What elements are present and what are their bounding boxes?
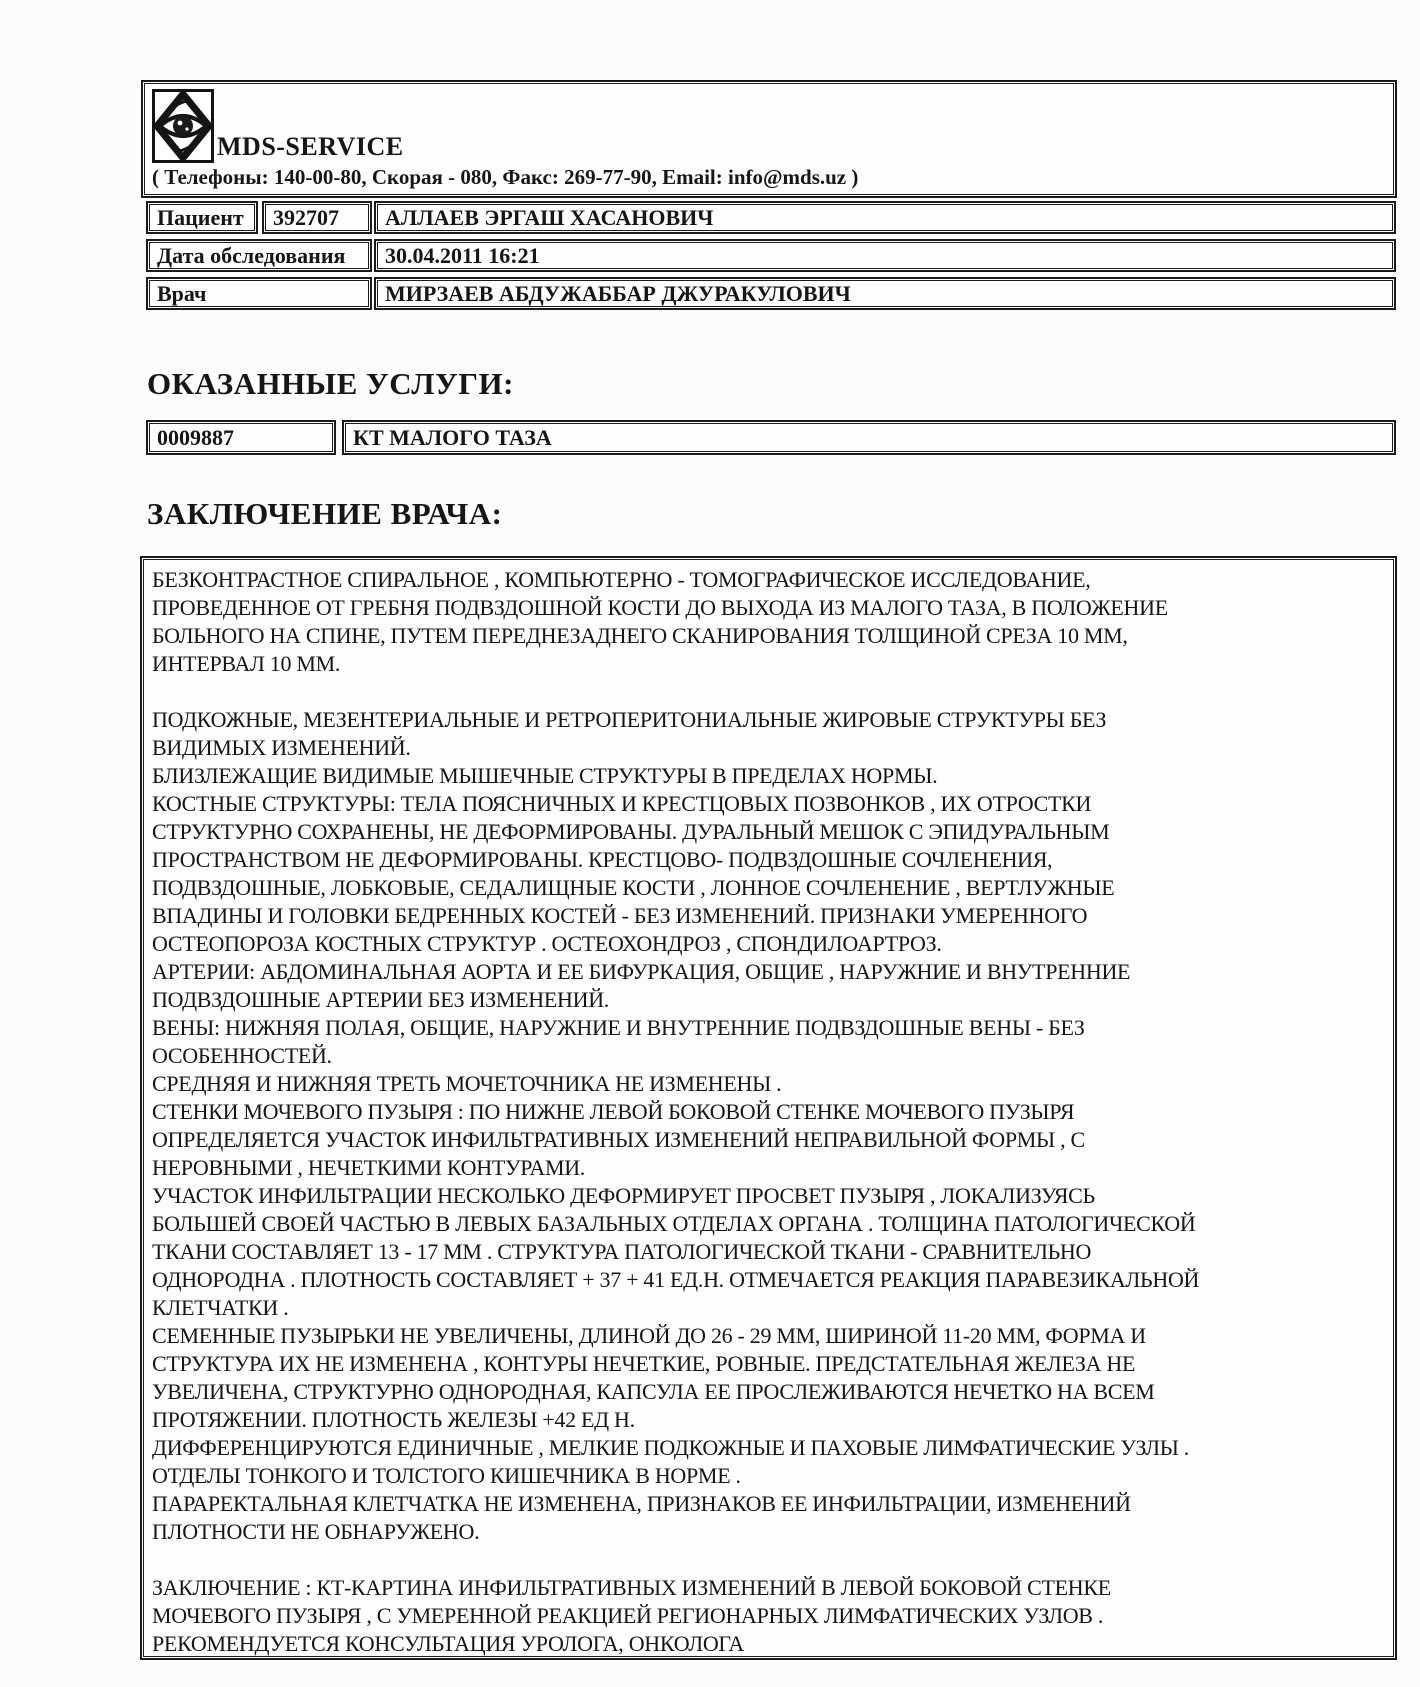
clinic-contact-line: ( Телефоны: 140-00-80, Скорая - 080, Факс: 269-77-90, Email: info@mds.uz ) (152, 165, 859, 189)
patient-id-cell: 392707 (262, 201, 372, 234)
doctor-name-cell: МИРЗАЕВ АБДУЖАББАР ДЖУРАКУЛОВИЧ (374, 277, 1396, 310)
conclusion-box (140, 556, 1397, 1660)
doctor-label-cell: Врач (146, 277, 372, 310)
services-heading: ОКАЗАННЫЕ УСЛУГИ: (147, 366, 514, 401)
service-name-cell: КТ МАЛОГО ТАЗА (342, 420, 1396, 455)
clinic-name: MDS-SERVICE (217, 132, 404, 161)
service-code-cell: 0009887 (146, 420, 336, 455)
patient-label-cell: Пациент (146, 201, 258, 234)
exam-date-label-cell: Дата обследования (146, 239, 372, 272)
exam-date-value-cell: 30.04.2011 16:21 (374, 239, 1396, 272)
conclusion-text: БЕЗКОНТРАСТНОЕ СПИРАЛЬНОЕ , КОМПЬЮТЕРНО - ТОМОГРАФИЧЕСКОЕ ИССЛЕДОВАНИЕ, ПРОВЕДЕННОЕ ОТ ГРЕБНЯ ПОДВЗДОШНОЙ КОСТИ ДО ВЫХОДА ИЗ МАЛОГО ТАЗА, В ПОЛОЖЕНИЕ БОЛЬНОГО НА СПИНЕ, ПУТЕМ ПЕРЕДНЕЗАДНЕГО СКАНИРОВАНИЯ ТОЛЩИНОЙ СРЕЗА 10 ММ, ИНТЕРВАЛ 10 ММ. ПОДКОЖНЫЕ, МЕЗЕНТЕРИАЛЬНЫЕ И РЕТРОПЕРИТОНИАЛЬНЫЕ ЖИРОВЫЕ СТРУКТУРЫ БЕЗ ВИДИМЫХ ИЗМЕНЕНИЙ. БЛИЗЛЕЖАЩИЕ ВИДИМЫЕ МЫШЕЧНЫЕ СТРУКТУРЫ В ПРЕДЕЛАХ НОРМЫ. КОСТНЫЕ СТРУКТУРЫ: ТЕЛА ПОЯСНИЧНЫХ И КРЕСТЦОВЫХ ПОЗВОНКОВ , ИХ ОТРОСТКИ СТРУКТУРНО СОХРАНЕНЫ, НЕ ДЕФОРМИРОВАНЫ. ДУРАЛЬНЫЙ МЕШОК С ЭПИДУРАЛЬНЫМ ПРОСТРАНСТВОМ НЕ ДЕФОРМИРОВАНЫ. КРЕСТЦОВО- ПОДВЗДОШНЫЕ СОЧЛЕНЕНИЯ, ПОДВЗДОШНЫЕ, ЛОБКОВЫЕ, СЕДАЛИЩНЫЕ КОСТИ , ЛОННОЕ СОЧЛЕНЕНИЕ , ВЕРТЛУЖНЫЕ ВПАДИНЫ И ГОЛОВКИ БЕДРЕННЫХ КОСТЕЙ - БЕЗ ИЗМЕНЕНИЙ. ПРИЗНАКИ УМЕРЕННОГО ОСТЕОПОРОЗА КОСТНЫХ СТРУКТУР . ОСТЕОХОНДРОЗ , СПОНДИЛОАРТРОЗ. АРТЕРИИ: АБДОМИНАЛЬНАЯ АОРТА И ЕЕ БИФУРКАЦИЯ, ОБЩИЕ , НАРУЖНИЕ И ВНУТРЕННИЕ ПОДВЗДОШНЫЕ АРТЕРИИ БЕЗ ИЗМЕНЕНИЙ. ВЕНЫ: НИЖНЯЯ ПОЛАЯ, ОБЩИЕ, НАРУЖНИЕ И ВНУТРЕННИЕ ПОДВЗДОШНЫЕ ВЕНЫ - БЕЗ ОСОБЕННОСТЕЙ. СРЕДНЯЯ И НИЖНЯЯ ТРЕТЬ МОЧЕТОЧНИКА НЕ ИЗМЕНЕНЫ . СТЕНКИ МОЧЕВОГО ПУЗЫРЯ : ПО НИЖНЕ ЛЕВОЙ БОКОВОЙ СТЕНКЕ МОЧЕВОГО ПУЗЫРЯ ОПРЕДЕЛЯЕТСЯ УЧАСТОК ИНФИЛЬТРАТИВНЫХ ИЗМЕНЕНИЙ НЕПРАВИЛЬНОЙ ФОРМЫ , С НЕРОВНЫМИ , НЕЧЕТКИМИ КОНТУРАМИ. УЧАСТОК ИНФИЛЬТРАЦИИ НЕСКОЛЬКО ДЕФОРМИРУЕТ ПРОСВЕТ ПУЗЫРЯ , ЛОКАЛИЗУЯСЬ БОЛЬШЕЙ СВОЕЙ ЧАСТЬЮ В ЛЕВЫХ БАЗАЛЬНЫХ ОТДЕЛАХ ОРГАНА . ТОЛЩИНА ПАТОЛОГИЧЕСКОЙ ТКАНИ СОСТАВЛЯЕТ 13 - 17 ММ . СТРУКТУРА ПАТОЛОГИЧЕСКОЙ ТКАНИ - СРАВНИТЕЛЬНО ОДНОРОДНА . ПЛОТНОСТЬ СОСТАВЛЯЕТ + 37 + 41 ЕД.Н. ОТМЕЧАЕТСЯ РЕАКЦИЯ ПАРАВЕЗИКАЛЬНОЙ КЛЕТЧАТКИ . СЕМЕННЫЕ ПУЗЫРЬКИ НЕ УВЕЛИЧЕНЫ, ДЛИНОЙ ДО 26 - 29 ММ, ШИРИНОЙ 11-20 ММ, ФОРМА И СТРУКТУРА ИХ НЕ ИЗМЕНЕНА , КОНТУРЫ НЕЧЕТКИЕ, РОВНЫЕ. ПРЕДСТАТЕЛЬНАЯ ЖЕЛЕЗА НЕ УВЕЛИЧЕНА, СТРУКТУРНО ОДНОРОДНАЯ, КАПСУЛА ЕЕ ПРОСЛЕЖИВАЮТСЯ НЕЧЕТКО НА ВСЕМ ПРОТЯЖЕНИИ. ПЛОТНОСТЬ ЖЕЛЕЗЫ +42 ЕД Н. ДИФФЕРЕНЦИРУЮТСЯ ЕДИНИЧНЫЕ , МЕЛКИЕ ПОДКОЖНЫЕ И ПАХОВЫЕ ЛИМФАТИЧЕСКИЕ УЗЛЫ . ОТДЕЛЫ ТОНКОГО И ТОЛСТОГО КИШЕЧНИКА В НОРМЕ . ПАРАРЕКТАЛЬНАЯ КЛЕТЧАТКА НЕ ИЗМЕНЕНА, ПРИЗНАКОВ ЕЕ ИНФИЛЬТРАЦИИ, ИЗМЕНЕНИЙ ПЛОТНОСТИ НЕ ОБНАРУЖЕНО. ЗАКЛЮЧЕНИЕ : КТ-КАРТИНА ИНФИЛЬТРАТИВНЫХ ИЗМЕНЕНИЙ В ЛЕВОЙ БОКОВОЙ СТЕНКЕ МОЧЕВОГО ПУЗЫРЯ , С УМЕРЕННОЙ РЕАКЦИЕЙ РЕГИОНАРНЫХ ЛИМФАТИЧЕСКИХ УЗЛОВ . РЕКОМЕНДУЕТСЯ КОНСУЛЬТАЦИЯ УРОЛОГА, ОНКОЛОГА (152, 567, 1200, 1656)
clinic-header-box (141, 80, 1397, 198)
clinic-logo-eye-icon (152, 89, 214, 168)
patient-name-cell: АЛЛАЕВ ЭРГАШ ХАСАНОВИЧ (374, 201, 1396, 234)
conclusion-heading: ЗАКЛЮЧЕНИЕ ВРАЧА: (147, 496, 503, 531)
